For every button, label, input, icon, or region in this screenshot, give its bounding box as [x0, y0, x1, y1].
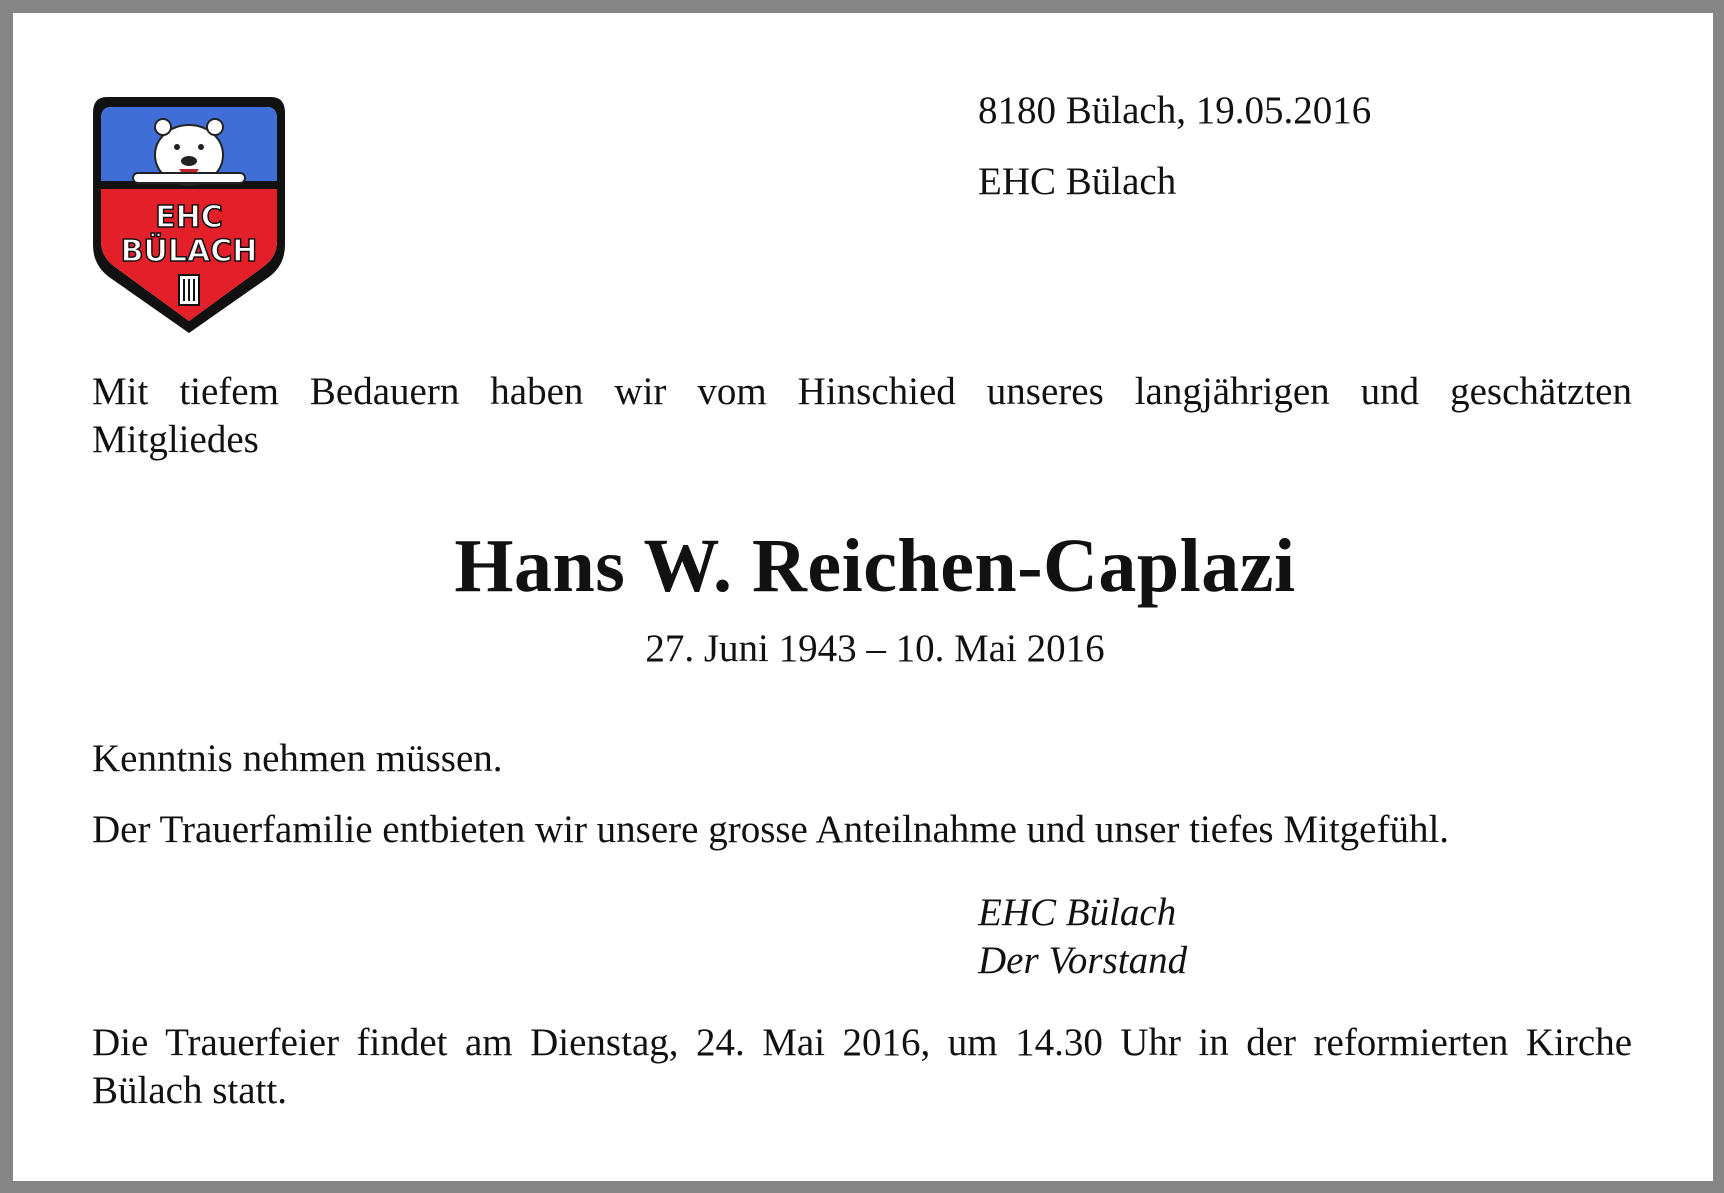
- svg-text:BÜLACH: BÜLACH: [120, 234, 258, 269]
- condolence-line: Der Trauerfamilie entbieten wir unsere grosse Anteilnahme und unser tiefes Mitgefühl.: [92, 808, 1450, 851]
- obituary-page: [13, 13, 1713, 1181]
- service-line-2: Bülach statt.: [92, 1069, 287, 1112]
- intro-paragraph: [92, 368, 1632, 464]
- service-line-1: Die Trauerfeier findet am Dienstag, 24. Mai 2016, um 14.30 Uhr in der reformierten Kirche: [92, 1021, 1632, 1064]
- place-date: 8180 Bülach, 19.05.2016: [978, 89, 1372, 132]
- club-logo: [93, 89, 285, 333]
- intro-line-1: Mit tiefem Bedauern haben wir vom Hinschied unseres langjährigen und geschätzten: [92, 370, 1632, 413]
- tower-icon: [179, 275, 199, 305]
- letter-header: [978, 87, 1371, 206]
- intro-line-2: Mitgliedes: [92, 418, 259, 461]
- sender-name: EHC Bülach: [978, 160, 1177, 203]
- signature-block: [978, 889, 1187, 985]
- closing-line: Kenntnis nehmen müssen.: [92, 737, 503, 780]
- deceased-name: Hans W. Reichen-Caplazi: [454, 524, 1296, 608]
- svg-text:EHC: EHC: [155, 200, 223, 235]
- signature-board: Der Vorstand: [978, 939, 1188, 982]
- service-paragraph: [92, 1019, 1632, 1115]
- life-dates: 27. Juni 1943 – 10. Mai 2016: [645, 627, 1105, 670]
- signature-club: EHC Bülach: [978, 891, 1177, 934]
